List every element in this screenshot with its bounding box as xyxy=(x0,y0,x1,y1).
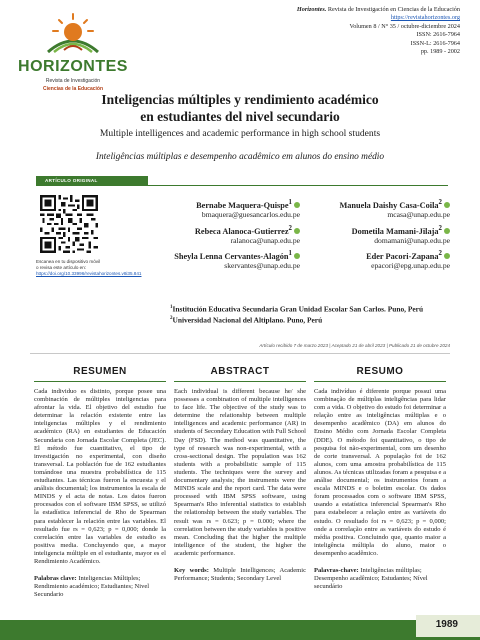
qr-code-icon[interactable] xyxy=(40,195,98,253)
journal-info xyxy=(190,6,460,56)
sun-horizon-logo-icon xyxy=(44,12,102,58)
article-type-label: ARTÍCULO ORIGINAL xyxy=(45,177,98,183)
affiliation-1: $^1$Institución Educativa Secundaria Gran Unidad Escolar San Carlos. Puno, Perú xyxy=(170,304,424,314)
journal-name-rest: Revista de Investigación en Ciencias de la Educación xyxy=(326,6,460,13)
keywords-es: Palabras clave: Inteligencias Múltiples; Rendimiento académico; Estudiantes; Nivel Secundario xyxy=(34,575,150,599)
author-email[interactable]: domamani@unap.edu.pe xyxy=(374,235,450,245)
journal-issn-l: ISSN-L: 2616-7964 xyxy=(410,39,460,47)
abstract-column-es xyxy=(34,366,166,599)
abstract-body-pt: Cada indivíduo é diferente porque possui uma combinação de múltiplas inteligências para lidar com a vida. O objetivo do estudo foi determinar a relação entre as inteligências múltiplas e o desempenho acadêmico (DA) em alunos do Ensino Médio com Jornada Escolar Completa (DDE). O método foi quantitativo, o tipo de pesquisa foi não-experimental, com um desenho de corte transversal. A população foi de 162 alunos, com uma amostra probabilística de 115 alunos. As técnicas utilizadas foram a pesquisa e a análise documental; os instrumentos foram a escala MINDS e o boletim escolar. Os dados foram processados com o software IBM SPSS, usando a estatística inferencial Spearman's Rho para estabelecer a relação entre as variáveis do estudo. O resultado foi rs = 0,623; p = 0,000; onde a correlação entre as variáveis do estudo é média positiva. Concluindo que, quanto maior a inteligência múltipla do aluno, maior o desempenho acadêmico. xyxy=(314,388,446,557)
abstract-heading-en: ABSTRACT xyxy=(174,366,306,382)
qr-caption xyxy=(36,259,142,277)
title-line-1: Inteligencias múltiples y rendimiento académico xyxy=(101,92,379,107)
author-3 xyxy=(150,225,300,245)
author-email[interactable]: skervantes@unap.edu.pe xyxy=(224,260,300,270)
affiliation-2: $^2$Universidad Nacional del Altiplano. Puno, Perú xyxy=(170,315,323,325)
abstract-heading-es: RESUMEN xyxy=(34,366,166,382)
author-1 xyxy=(150,199,300,219)
qr-caption-line1: Escanea en tu dispositivo móvil xyxy=(36,259,101,264)
logo-wordmark: HORIZONTES xyxy=(18,58,128,75)
footer-bar xyxy=(0,620,480,640)
page-number: 1989 xyxy=(435,619,458,630)
journal-title-line xyxy=(190,6,460,14)
journal-issn: ISSN: 2616-7964 xyxy=(416,31,460,39)
author-2 xyxy=(300,199,450,219)
abstract-column-en xyxy=(174,366,306,583)
article-dates: Artículo recibido 7 de marzo 2023 | Aceptado 21 de abril 2023 | Publicado 21 de octubre 2024 xyxy=(259,343,450,348)
author-name: Bernabe Maquera-Quispe$^1$ xyxy=(150,199,300,210)
logo-subtitle-field: Ciencias de la Educación xyxy=(42,86,104,92)
journal-pages: pp. 1989 - 2002 xyxy=(420,48,460,56)
author-name: Sheyla Lenna Cervantes-Alagón$^1$ xyxy=(140,250,300,261)
author-name: Eder Pacori-Zapana$^2$ xyxy=(300,250,450,261)
journal-url-link[interactable]: https://revistahorizontes.org xyxy=(390,14,460,22)
author-5 xyxy=(140,250,300,270)
journal-name: Horizontes. xyxy=(296,6,327,13)
author-name: Manuela Daishy Casa-Coila$^2$ xyxy=(300,199,450,210)
article-type-rule xyxy=(148,185,448,186)
orcid-icon[interactable] xyxy=(444,253,450,259)
article-title-es xyxy=(40,91,440,125)
keywords-pt: Palavras-chave: Inteligências múltiplas; Desempenho acadêmico; Estudantes; Nível secundário xyxy=(314,566,428,591)
section-divider xyxy=(30,353,450,354)
doi-link[interactable]: https://doi.org/10.33996/revistahorizontes.v8i35.841 xyxy=(36,271,142,276)
author-name: Dometila Mamani-Jilaja$^2$ xyxy=(300,225,450,236)
article-title-pt: Inteligências múltiplas e desempenho acadêmico em alunos do ensino médio xyxy=(95,152,385,162)
abstract-heading-pt: RESUMO xyxy=(314,366,446,382)
orcid-icon[interactable] xyxy=(444,202,450,208)
orcid-icon[interactable] xyxy=(444,228,450,234)
article-title-en: Multiple intelligences and academic performance in high school students xyxy=(99,128,381,139)
title-line-2: en estudiantes del nivel secundario xyxy=(140,109,340,124)
author-email[interactable]: mcasa@unap.edu.pe xyxy=(387,209,450,219)
author-email[interactable]: ralanoca@unap.edu.pe xyxy=(230,235,300,245)
abstract-column-pt xyxy=(314,366,446,591)
affiliations xyxy=(170,303,450,326)
journal-volume: Volumen 8 / N° 35 / octubre-diciembre 2024 xyxy=(349,22,460,30)
author-name: Rebeca Alanoca-Gutierrez$^2$ xyxy=(150,225,300,236)
author-email[interactable]: epacori@epg.unap.edu.pe xyxy=(371,260,450,270)
abstract-body-es: Cada individuo es distinto, porque posee una combinación de múltiples inteligencias para afrontar la vida. El objetivo del estudio fue determinar la relación existente entre las inteligencias múltiples y el rendimiento académico (RA) en estudiantes de Educación Secundaria con Jornada Escolar Completa (JEC). El método fue cuantitativo, el tipo de investigación no experimental, con diseño transversal. La población fue de 162 estudiantes tomándose una muestra probabilística de 115 estudiantes. Las técnicas fueron la encuesta y el análisis documental; los instrumentos la escala de MINDS y el acta de notas. Los datos fueron procesados con el software IBM SPSS, se utilizó la estadística inferencial de Rho de Spearman para establecer la relación entre las variables. El resultado fue rs = 0,623; p = 0,000; donde la correlación entre las variables de estudio es positiva media. Concluyendo que, a mayor inteligencia múltiple en el estudiante, mayor es el Rendimiento Académico. xyxy=(34,388,166,565)
qr-caption-line2: o revisa este artículo en: xyxy=(36,265,87,270)
author-4 xyxy=(300,225,450,245)
logo-subtitle: Revista de Investigación xyxy=(45,78,101,84)
author-6 xyxy=(300,250,450,270)
abstract-body-en: Each individual is different because he/ she possesses a combination of multiple intelligences to face life. The objective of the study was to determine the relationship between multiple intelligences and academic performance (AR) in students of Secondary Education with Full School Day (FSD). The method was quantitative, the type of research was non-experimental, with a cross-sectional design. The population was 162 students with a probabilistic sample of 115 students. The techniques were the survey and documentary analysis; the instruments were the MINDS scale and the report card. The data were processed with IBM SPSS software, using Spearman's Rho inferential statistics to establish the relationship between the study variables. The result was rs = 0.623; p = 0.000; where the correlation between the study variables is positive mean. Concluding that the higher the multiple intelligence of the student, the higher the academic performance. xyxy=(174,388,306,557)
keywords-en: Key words: Multiple Intelligences; Academic Performance; Students; Secondary Level xyxy=(174,566,307,583)
author-email[interactable]: bmaquera@guesancarlos.edu.pe xyxy=(201,209,300,219)
